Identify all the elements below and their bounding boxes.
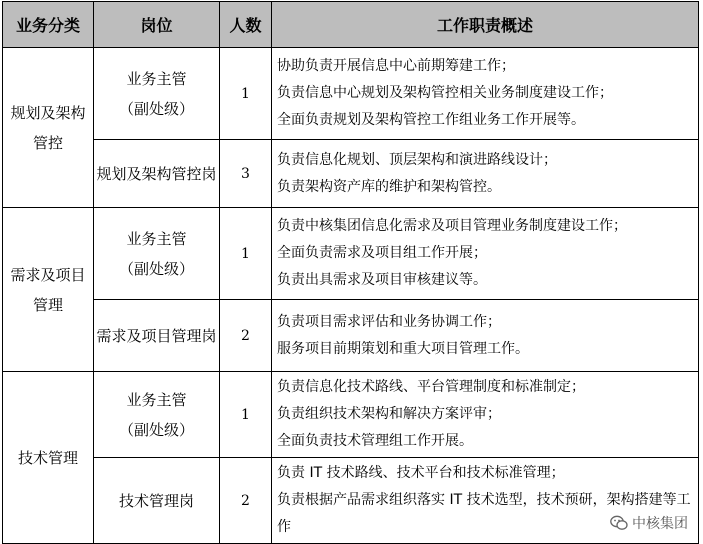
duty-line: 负责项目需求评估和业务协调工作；: [277, 313, 501, 330]
category-label: 技术管理: [17, 448, 78, 467]
position-title: 业务主管: [126, 390, 187, 409]
duty-line: 负责信息化技术路线、平台管理制度和标准制定；: [277, 379, 585, 395]
category-cell: [3, 48, 94, 208]
category-label: 规划及架构管控: [10, 103, 86, 152]
position-level: （副处级）: [118, 259, 194, 278]
duty-line: 负责信息中心规划及架构管控相关业务制度建设工作；: [277, 85, 613, 101]
category-label: 需求及项目管理: [10, 265, 86, 314]
position-title: 业务主管: [126, 69, 187, 88]
duties-cell: [272, 372, 699, 458]
count-cell: 1: [220, 372, 272, 458]
header-category: 业务分类: [3, 2, 94, 48]
position-title: 规划及架构管控岗: [96, 164, 217, 183]
count-cell: 1: [220, 48, 272, 140]
duty-line: 协助负责开展信息中心前期筹建工作；: [277, 58, 515, 74]
position-level: （副处级）: [118, 99, 194, 118]
table-row: [3, 458, 699, 544]
count-cell: 3: [220, 140, 272, 208]
positions-table: [2, 1, 699, 544]
duty-line: 负责架构资产库的维护和架构管控。: [277, 178, 501, 195]
watermark-text: 中核集团: [632, 516, 688, 532]
duties-cell: [272, 48, 699, 140]
count-cell: 1: [220, 208, 272, 300]
duties-cell: [272, 300, 699, 372]
table-row: [3, 300, 699, 372]
position-cell: [94, 48, 220, 140]
wechat-icon: [610, 515, 628, 531]
table-row: [3, 140, 699, 208]
position-title: 业务主管: [126, 229, 187, 248]
table-row: [3, 208, 699, 300]
category-cell: [3, 208, 94, 372]
watermark: [607, 512, 691, 534]
duties-cell: [272, 140, 699, 208]
table-row: [3, 48, 699, 140]
duty-line: 全面负责规划及架构管控工作组业务工作开展等。: [277, 112, 585, 128]
header-duties: 工作职责概述: [272, 2, 699, 48]
header-position: 岗位: [94, 2, 220, 48]
duty-line: 负责中核集团信息化需求及项目管理业务制度建设工作；: [277, 218, 627, 234]
count-cell: 2: [220, 300, 272, 372]
duty-line: 负责信息化规划、顶层架构和演进路线设计；: [277, 151, 557, 168]
header-count: 人数: [220, 2, 272, 48]
position-title: 需求及项目管理岗: [96, 326, 217, 345]
duties-cell: [272, 208, 699, 300]
position-cell: [94, 208, 220, 300]
duty-line: 服务项目前期策划和重大项目管理工作。: [277, 340, 529, 357]
position-cell: [94, 372, 220, 458]
count-cell: 2: [220, 458, 272, 544]
duty-line: 负责组织技术架构和解决方案评审；: [277, 406, 501, 422]
table-header-row: [3, 2, 699, 48]
duty-line: 全面负责需求及项目组工作开展；: [277, 245, 487, 261]
duty-line: 全面负责技术管理组工作开展。: [277, 433, 473, 449]
table-row: [3, 372, 699, 458]
position-cell: [94, 458, 220, 544]
duty-line: 负责根据产品需求组织落实 IT 技术选型，技术预研，架构搭建等工作: [277, 492, 691, 535]
duty-line: 负责 IT 技术路线、技术平台和技术标准管理；: [277, 465, 565, 481]
category-cell: [3, 372, 94, 544]
duty-line: 负责出具需求及项目审核建议等。: [277, 272, 487, 288]
position-cell: [94, 140, 220, 208]
position-title: 技术管理岗: [118, 491, 194, 510]
position-cell: [94, 300, 220, 372]
position-level: （副处级）: [118, 420, 194, 439]
